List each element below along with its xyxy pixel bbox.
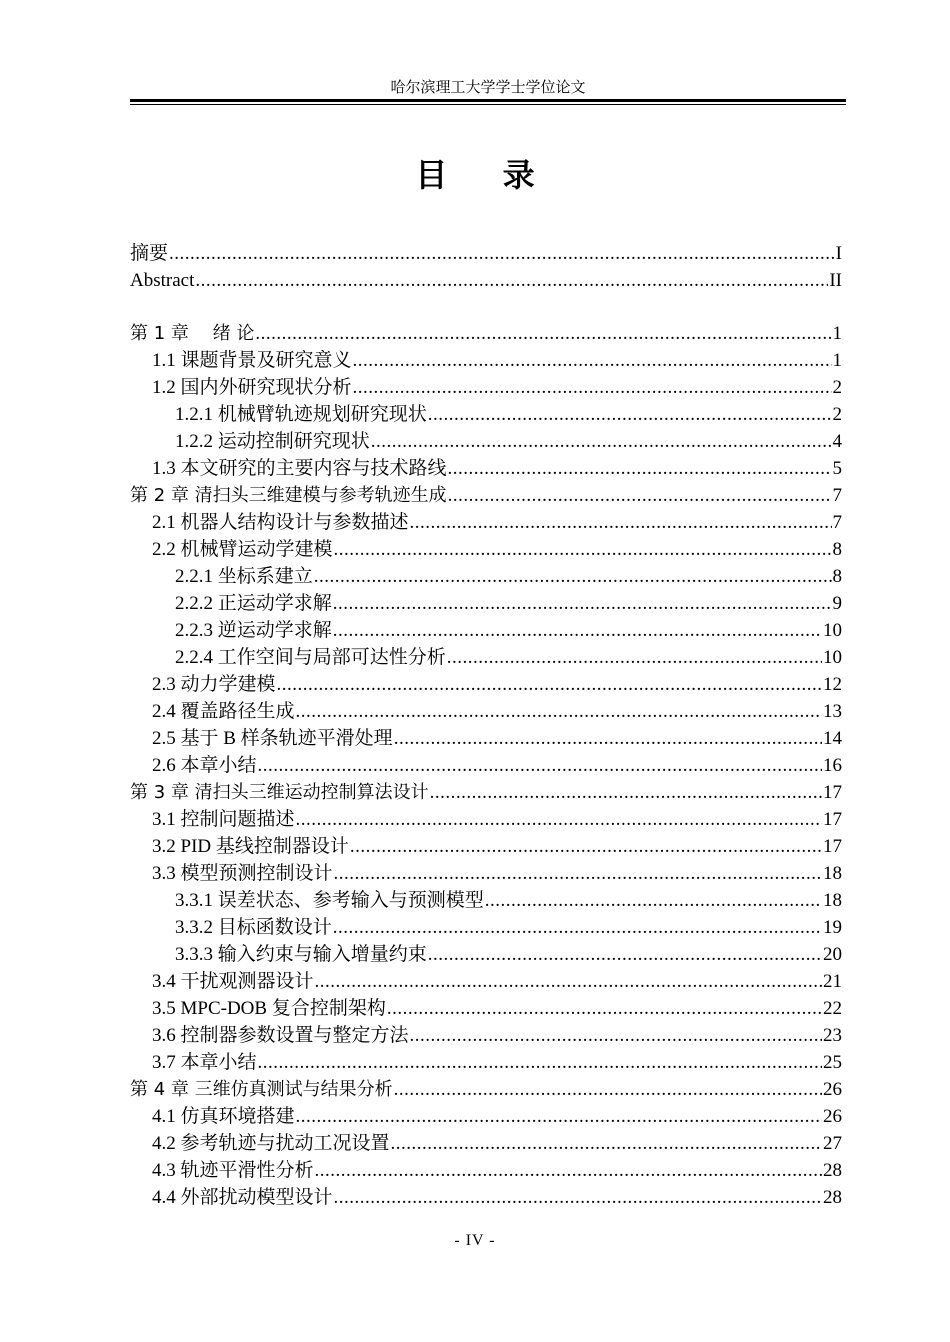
toc-leader-dots <box>485 887 822 914</box>
toc-entry[interactable] <box>130 347 842 374</box>
toc-entry-label: 2.4 覆盖路径生成 <box>152 701 295 722</box>
toc-entry[interactable] <box>130 671 842 698</box>
toc-leader-dots <box>391 1130 822 1157</box>
toc-entry-page: 1 <box>832 350 842 371</box>
toc-entry-page: 21 <box>823 971 842 992</box>
toc-entry[interactable] <box>130 455 842 482</box>
toc-entry[interactable] <box>130 563 842 590</box>
toc-leader-dots <box>353 347 832 374</box>
toc-entry[interactable] <box>130 698 842 725</box>
toc-entry[interactable] <box>130 995 842 1022</box>
table-of-contents <box>130 240 842 1211</box>
toc-entry-page: 12 <box>823 674 842 695</box>
toc-entry-page: 19 <box>823 917 842 938</box>
toc-leader-dots <box>315 968 822 995</box>
toc-entry-page: 5 <box>832 458 842 479</box>
toc-entry-label: 4.2 参考轨迹与扰动工况设置 <box>152 1133 390 1154</box>
toc-entry-page: 26 <box>823 1079 842 1100</box>
toc-entry[interactable] <box>130 536 842 563</box>
toc-entry-page: 17 <box>823 809 842 830</box>
toc-entry-page: 18 <box>823 890 842 911</box>
toc-leader-dots <box>333 617 822 644</box>
toc-entry-label: 2.5 基于 B 样条轨迹平滑处理 <box>152 728 393 749</box>
toc-leader-dots <box>333 914 822 941</box>
toc-entry-page: 16 <box>823 755 842 776</box>
toc-leader-dots <box>258 1049 822 1076</box>
toc-entry-page: 17 <box>823 782 842 803</box>
toc-entry-page: 2 <box>832 377 842 398</box>
toc-spacer <box>130 294 842 320</box>
toc-entry[interactable] <box>130 320 842 347</box>
toc-leader-dots <box>394 1076 822 1103</box>
toc-entry[interactable] <box>130 914 842 941</box>
toc-entry-label: 第 2 章 清扫头三维建模与参考轨迹生成 <box>130 485 447 506</box>
toc-leader-dots <box>334 536 832 563</box>
toc-entry-page: I <box>835 243 842 264</box>
toc-leader-dots <box>447 644 822 671</box>
toc-entry-page: 8 <box>832 566 842 587</box>
toc-entry-label: 2.2.1 坐标系建立 <box>175 566 313 587</box>
toc-leader-dots <box>315 1157 822 1184</box>
toc-leader-dots <box>353 374 832 401</box>
toc-entry-page: II <box>829 270 842 291</box>
toc-entry[interactable] <box>130 482 842 509</box>
toc-entry[interactable] <box>130 1049 842 1076</box>
toc-leader-dots <box>277 671 822 698</box>
toc-entry[interactable] <box>130 1076 842 1103</box>
toc-entry-page: 28 <box>823 1160 842 1181</box>
toc-entry-label: 2.1 机器人结构设计与参数描述 <box>152 512 409 533</box>
toc-entry-page: 25 <box>823 1052 842 1073</box>
toc-leader-dots <box>333 590 832 617</box>
toc-entry-label: 2.2.4 工作空间与局部可达性分析 <box>175 647 446 668</box>
toc-entry-page: 20 <box>823 944 842 965</box>
toc-leader-dots <box>258 752 822 779</box>
toc-entry-label: 1.2.2 运动控制研究现状 <box>175 431 370 452</box>
toc-entry-label: 2.6 本章小结 <box>152 755 257 776</box>
toc-entry-label: 3.3 模型预测控制设计 <box>152 863 333 884</box>
toc-leader-dots <box>410 509 832 536</box>
toc-entry-label: Abstract <box>130 270 195 291</box>
toc-entry-label: 第 1 章 绪 论 <box>130 323 255 344</box>
toc-entry-page: 7 <box>832 485 842 506</box>
toc-entry-label: 第 4 章 三维仿真测试与结果分析 <box>130 1079 393 1100</box>
toc-entry-label: 3.2 PID 基线控制器设计 <box>152 836 349 857</box>
toc-entry[interactable] <box>130 1130 842 1157</box>
toc-leader-dots <box>448 482 832 509</box>
header-rule-thick <box>130 99 846 102</box>
toc-entry-label: 3.6 控制器参数设置与整定方法 <box>152 1025 409 1046</box>
toc-leader-dots <box>314 563 832 590</box>
toc-entry-label: 3.4 干扰观测器设计 <box>152 971 314 992</box>
toc-entry[interactable] <box>130 509 842 536</box>
toc-entry-page: 9 <box>832 593 842 614</box>
toc-entry[interactable] <box>130 887 842 914</box>
toc-entry-label: 2.2.2 正运动学求解 <box>175 593 332 614</box>
toc-entry[interactable] <box>130 1184 842 1211</box>
toc-entry-page: 23 <box>823 1025 842 1046</box>
toc-entry-label: 第 3 章 清扫头三维运动控制算法设计 <box>130 782 429 803</box>
toc-entry[interactable] <box>130 617 842 644</box>
toc-leader-dots <box>350 833 822 860</box>
toc-entry-label: 2.2.3 逆运动学求解 <box>175 620 332 641</box>
toc-leader-dots <box>430 779 822 806</box>
toc-entry[interactable] <box>130 725 842 752</box>
toc-entry-page: 1 <box>832 323 842 344</box>
toc-entry-page: 26 <box>823 1106 842 1127</box>
toc-entry[interactable] <box>130 941 842 968</box>
running-header: 哈尔滨理工大学学士学位论文 <box>390 80 586 96</box>
toc-entry[interactable] <box>130 401 842 428</box>
toc-entry-page: 22 <box>823 998 842 1019</box>
toc-entry-page: 10 <box>823 647 842 668</box>
toc-entry-label: 1.1 课题背景及研究意义 <box>152 350 352 371</box>
toc-entry-label: 1.2.1 机械臂轨迹规划研究现状 <box>175 404 427 425</box>
toc-leader-dots <box>410 1022 822 1049</box>
toc-entry[interactable] <box>130 644 842 671</box>
toc-leader-dots <box>195 267 828 294</box>
toc-entry-page: 17 <box>823 836 842 857</box>
toc-entry-label: 2.3 动力学建模 <box>152 674 276 695</box>
toc-entry-label: 摘要 <box>130 243 169 264</box>
toc-leader-dots <box>371 428 832 455</box>
toc-entry-label: 1.2 国内外研究现状分析 <box>152 377 352 398</box>
toc-leader-dots <box>296 806 822 833</box>
toc-entry-page: 8 <box>832 539 842 560</box>
toc-entry-page: 10 <box>823 620 842 641</box>
page-number: - IV - <box>454 1232 496 1249</box>
toc-entry-page: 13 <box>823 701 842 722</box>
toc-entry-page: 7 <box>832 512 842 533</box>
toc-leader-dots <box>394 725 822 752</box>
toc-entry-page: 27 <box>823 1133 842 1154</box>
toc-entry[interactable] <box>130 968 842 995</box>
toc-entry[interactable] <box>130 860 842 887</box>
toc-entry-page: 18 <box>823 863 842 884</box>
toc-entry-label: 3.1 控制问题描述 <box>152 809 295 830</box>
toc-entry[interactable] <box>130 590 842 617</box>
toc-entry-label: 3.5 MPC-DOB 复合控制架构 <box>152 998 386 1019</box>
toc-entry-label: 3.3.1 误差状态、参考输入与预测模型 <box>175 890 484 911</box>
toc-entry[interactable] <box>130 374 842 401</box>
toc-entry[interactable] <box>130 428 842 455</box>
toc-leader-dots <box>296 1103 822 1130</box>
toc-entry-label: 4.1 仿真环境搭建 <box>152 1106 295 1127</box>
toc-entry-label: 1.3 本文研究的主要内容与技术路线 <box>152 458 447 479</box>
toc-entry[interactable] <box>130 1157 842 1184</box>
toc-front-matter <box>130 240 842 294</box>
toc-entry-label: 3.3.3 输入约束与输入增量约束 <box>175 944 427 965</box>
toc-leader-dots <box>334 860 822 887</box>
toc-entry[interactable] <box>130 806 842 833</box>
toc-entry-page: 14 <box>823 728 842 749</box>
toc-leader-dots <box>428 941 822 968</box>
toc-entry-label: 3.3.2 目标函数设计 <box>175 917 332 938</box>
toc-body <box>130 320 842 1211</box>
toc-title: 目 录 <box>415 156 557 194</box>
toc-entry-label: 2.2 机械臂运动学建模 <box>152 539 333 560</box>
toc-entry[interactable] <box>130 833 842 860</box>
toc-leader-dots <box>255 320 831 347</box>
toc-entry-label: 4.4 外部扰动模型设计 <box>152 1187 333 1208</box>
header-rule-thin <box>130 104 846 105</box>
toc-entry[interactable] <box>130 752 842 779</box>
toc-leader-dots <box>296 698 822 725</box>
toc-entry-label: 4.3 轨迹平滑性分析 <box>152 1160 314 1181</box>
toc-leader-dots <box>169 240 835 267</box>
toc-entry-page: 4 <box>832 431 842 452</box>
toc-entry[interactable] <box>130 1103 842 1130</box>
toc-leader-dots <box>387 995 822 1022</box>
toc-leader-dots <box>428 401 832 428</box>
toc-leader-dots <box>334 1184 822 1211</box>
toc-entry-label: 3.7 本章小结 <box>152 1052 257 1073</box>
toc-entry[interactable] <box>130 240 842 267</box>
toc-entry-page: 2 <box>832 404 842 425</box>
toc-entry[interactable] <box>130 779 842 806</box>
toc-entry-page: 28 <box>823 1187 842 1208</box>
toc-leader-dots <box>448 455 832 482</box>
toc-entry[interactable] <box>130 1022 842 1049</box>
toc-entry[interactable] <box>130 267 842 294</box>
